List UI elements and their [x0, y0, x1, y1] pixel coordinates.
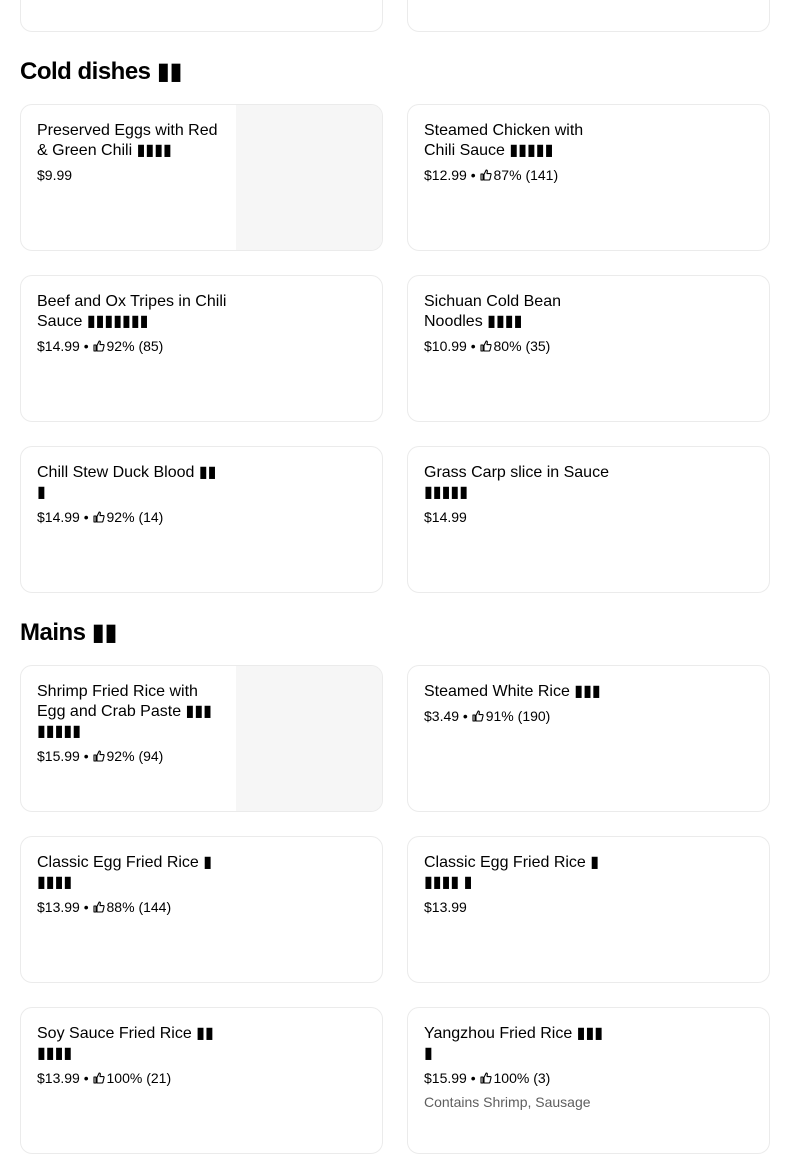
dish-price: $13.99	[37, 899, 80, 915]
dish-price: $14.99	[37, 509, 80, 525]
rating-count: (144)	[138, 899, 172, 915]
rating-percent: 88%	[106, 899, 135, 915]
rating-count: (3)	[533, 1070, 551, 1086]
dish-price: $3.49	[424, 708, 460, 724]
dish-price: $12.99	[424, 167, 467, 183]
rating-count: (190)	[517, 708, 551, 724]
dish-meta	[37, 165, 227, 185]
dish-meta: $15.99 • 92% (94)	[37, 748, 164, 764]
dish-name: Soy Sauce Fried Rice ▮▮ ▮▮▮▮	[37, 1025, 214, 1062]
dish-meta: $15.99 • 100% (3)	[424, 1070, 551, 1086]
dish-name: Beef and Ox Tripes in Chili Sauce ▮▮▮▮▮▮▮	[37, 293, 227, 330]
dish-price: $13.99	[424, 899, 467, 915]
dish-meta: $10.99 • 80% (35)	[424, 338, 551, 354]
menu-item-card[interactable]	[20, 446, 383, 593]
dish-meta: $14.99 • 92% (14)	[37, 509, 164, 525]
thumbs-up-icon	[480, 340, 492, 352]
rating-count: (85)	[138, 338, 164, 354]
menu-item-card[interactable]	[20, 836, 383, 983]
rating-percent: 92%	[106, 338, 135, 354]
dish-name: Grass Carp slice in Sauce ▮▮▮▮▮	[424, 464, 609, 501]
dish-image-placeholder	[236, 666, 382, 811]
dish-name: Preserved Eggs with Red & Green Chili ▮▮▮▮	[37, 122, 218, 159]
dish-description: Contains Shrimp, Sausage	[424, 1094, 591, 1110]
dish-price: $15.99	[37, 748, 80, 764]
dish-price: $13.99	[37, 1070, 80, 1086]
menu-item-card[interactable]	[20, 0, 383, 32]
menu-item-card[interactable]	[407, 0, 770, 32]
rating-count: (14)	[138, 509, 164, 525]
section-title-mains: Mains ▮▮	[20, 619, 118, 646]
dish-name: Classic Egg Fried Rice ▮ ▮▮▮▮ ▮	[424, 854, 600, 891]
dish-price: $14.99	[37, 338, 80, 354]
dish-name: Chill Stew Duck Blood ▮▮ ▮	[37, 464, 217, 501]
rating-percent: 92%	[106, 748, 135, 764]
menu-item-card[interactable]	[407, 665, 770, 812]
section-title-cold-dishes: Cold dishes ▮▮	[20, 58, 183, 85]
menu-item-card[interactable]	[407, 836, 770, 983]
dish-meta: $12.99 • 87% (141)	[424, 167, 559, 183]
menu-item-card[interactable]	[407, 1007, 770, 1154]
dish-name: Steamed White Rice ▮▮▮	[424, 683, 601, 700]
thumbs-up-icon	[93, 340, 105, 352]
dish-name: Sichuan Cold Bean Noodles ▮▮▮▮	[424, 293, 561, 330]
rating-percent: 87%	[493, 167, 522, 183]
dish-meta: $3.49 • 91% (190)	[424, 708, 551, 724]
dish-price: $15.99	[424, 1070, 467, 1086]
menu-item-card[interactable]	[20, 665, 383, 812]
dish-image-placeholder	[236, 105, 382, 250]
dish-meta: $14.99 • 92% (85)	[37, 338, 164, 354]
dish-name: Steamed Chicken with Chili Sauce ▮▮▮▮▮	[424, 122, 584, 159]
thumbs-up-icon	[93, 511, 105, 523]
dish-name: Shrimp Fried Rice with Egg and Crab Paste ▮▮▮ ▮▮▮▮▮	[37, 683, 212, 740]
menu-item-card[interactable]	[20, 275, 383, 422]
menu-item-card[interactable]	[407, 104, 770, 251]
menu-item-card[interactable]	[20, 1007, 383, 1154]
thumbs-up-icon	[472, 710, 484, 722]
rating-count: (141)	[525, 167, 559, 183]
dish-price: $14.99	[424, 509, 467, 525]
menu-item-card[interactable]	[20, 104, 383, 251]
thumbs-up-icon	[93, 901, 105, 913]
rating-percent: 100%	[106, 1070, 143, 1086]
dish-name: Yangzhou Fried Rice ▮▮▮ ▮	[424, 1025, 604, 1062]
dish-price: $10.99	[424, 338, 467, 354]
dish-price: $9.99	[37, 167, 73, 183]
rating-percent: 92%	[106, 509, 135, 525]
thumbs-up-icon	[480, 169, 492, 181]
menu-item-card[interactable]	[407, 275, 770, 422]
menu-item-card[interactable]	[407, 446, 770, 593]
rating-percent: 80%	[493, 338, 522, 354]
rating-percent: 100%	[493, 1070, 530, 1086]
dish-meta: $13.99 • 88% (144)	[37, 899, 172, 915]
rating-count: (94)	[138, 748, 164, 764]
thumbs-up-icon	[480, 1072, 492, 1084]
rating-count: (21)	[146, 1070, 172, 1086]
thumbs-up-icon	[93, 750, 105, 762]
dish-name: Classic Egg Fried Rice ▮ ▮▮▮▮	[37, 854, 213, 891]
rating-count: (35)	[525, 338, 551, 354]
dish-meta	[424, 507, 614, 527]
dish-meta: $13.99 • 100% (21)	[37, 1070, 172, 1086]
thumbs-up-icon	[93, 1072, 105, 1084]
rating-percent: 91%	[485, 708, 514, 724]
dish-meta	[424, 897, 614, 917]
